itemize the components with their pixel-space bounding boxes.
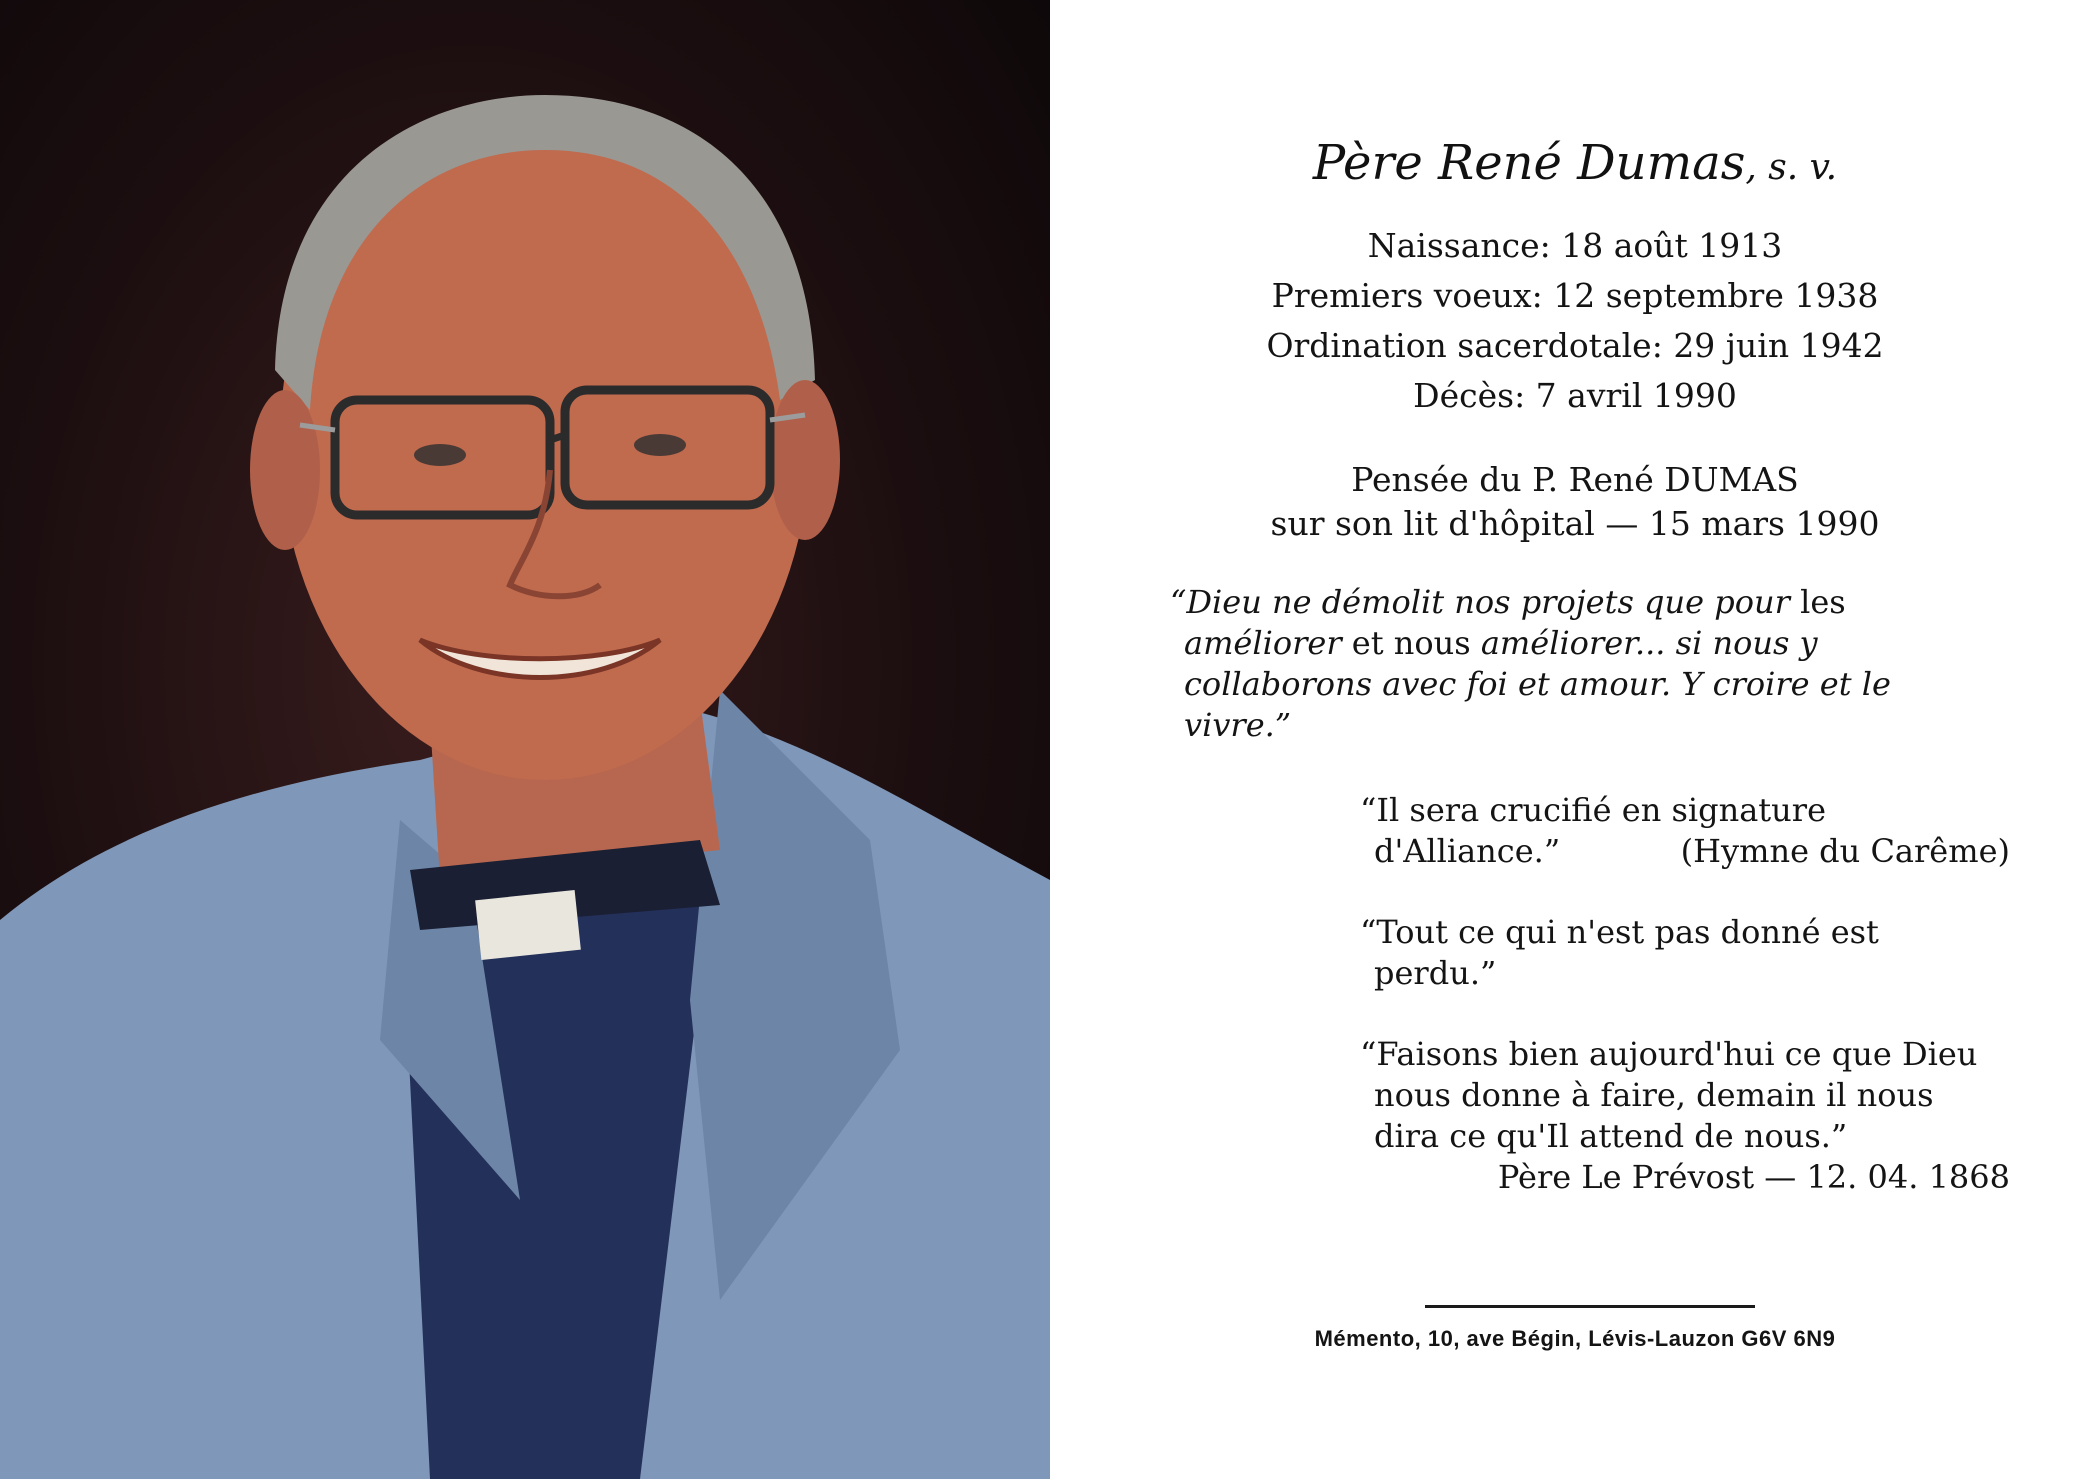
main-quote-line-2: améliorer et nous améliorer... si nous y (1184, 624, 1818, 662)
quote-le-prevost-line-1: “Faisons bien aujourd'hui ce que Dieu (1360, 1035, 1978, 1073)
main-quote-line-1: “Dieu ne démolit nos projets que pour les (1170, 583, 1846, 621)
right-eye (634, 434, 686, 456)
quote-le-prevost-line-3: dira ce qu'Il attend de nous.” (1374, 1117, 1848, 1155)
main-quote-line-3: collaborons avec foi et amour. Y croire et le (1184, 665, 1891, 703)
main-quote (1170, 582, 2010, 746)
left-eye (414, 444, 466, 466)
glasses-bridge (550, 435, 565, 440)
ordination-date: Ordination sacerdotale: 29 juin 1942 (1266, 326, 1884, 365)
footer-divider (1425, 1305, 1755, 1308)
quote-le-prevost-line-2: nous donne à faire, demain il nous (1374, 1076, 1934, 1114)
left-ear (250, 390, 320, 550)
quote-donne-line-2: perdu.” (1374, 954, 1497, 992)
birth-date: Naissance: 18 août 1913 (1367, 226, 1783, 265)
footer-address: Mémento, 10, ave Bégin, Lévis-Lauzon G6V 6N9 (1314, 1326, 1836, 1351)
first-vows-date: Premiers voeux: 12 septembre 1938 (1271, 276, 1879, 315)
quote-donne-line-1: “Tout ce qui n'est pas donné est (1360, 913, 1879, 951)
quote-hymn-line-2: d'Alliance.” (Hymne du Carême) (1374, 832, 2010, 870)
person-name: Père René Dumas, s. v. (1312, 135, 1838, 191)
pensee-subheading: sur son lit d'hôpital — 15 mars 1990 (1270, 504, 1880, 543)
quote-hymn-line-1: “Il sera crucifié en signature (1360, 791, 1826, 829)
quote-donne (1360, 912, 2040, 994)
collar-tab (475, 890, 581, 960)
quote-le-prevost (1360, 1034, 2040, 1198)
main-quote-line-4: vivre.” (1184, 706, 1292, 744)
quote-hymn-source: (Hymne du Carême) (1680, 832, 2010, 870)
death-date: Décès: 7 avril 1990 (1413, 376, 1737, 415)
pensee-heading: Pensée du P. René DUMAS (1351, 460, 1799, 499)
memorial-text-panel (1050, 0, 2100, 1479)
right-ear (770, 380, 840, 540)
quote-hymn (1360, 790, 2040, 872)
quote-le-prevost-attribution: Père Le Prévost — 12. 04. 1868 (1497, 1158, 2010, 1196)
